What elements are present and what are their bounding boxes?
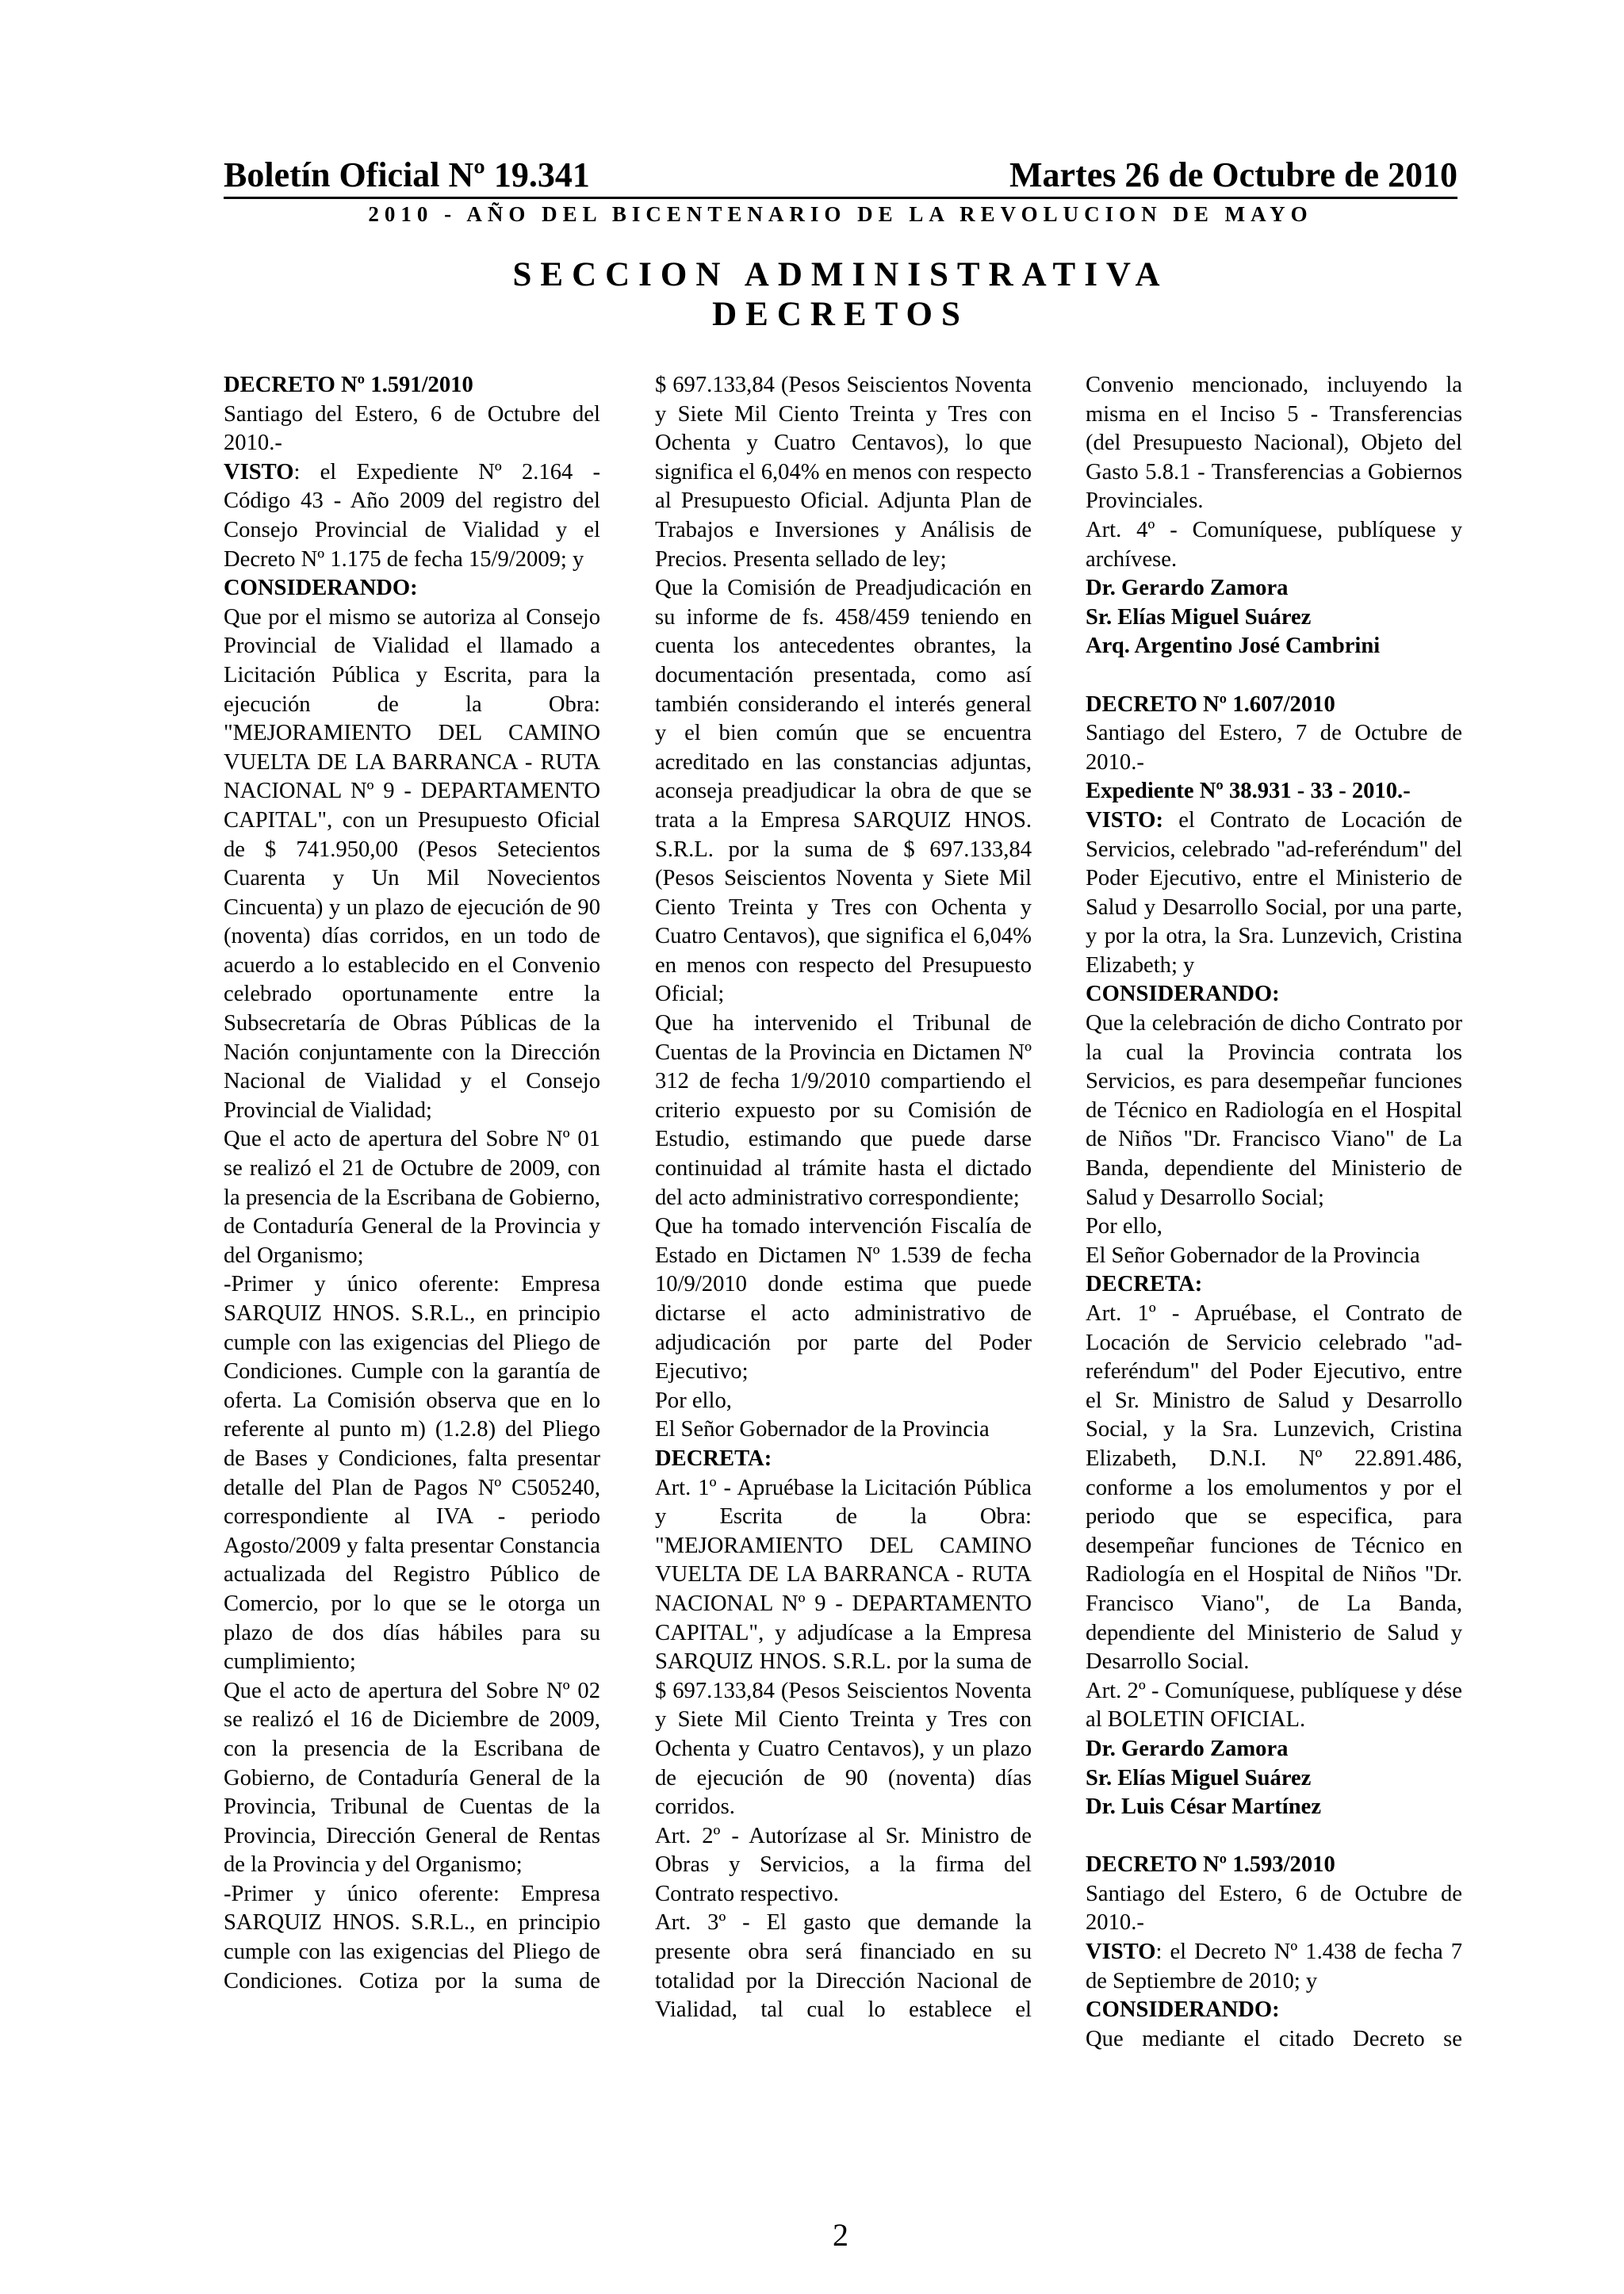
bold-line: DECRETA: (655, 1446, 772, 1471)
bulletin-page (224, 155, 1462, 2265)
paragraph: Que el acto de apertura del Sobre Nº 02 se realizó el 16 de Diciembre de 2009, con la presencia de la Escribana de Gobierno, de Contaduría General de la Provincia, Tribunal de Cuentas de la Provincia, Dirección General de Rentas de la Provincia y del Organismo; (224, 1678, 600, 1878)
paragraph: Art. 1º - Apruébase, el Contrato de Locación de Servicio celebrado "ad-referéndum" del Poder Ejecutivo, entre el Sr. Ministro de Salud y Desarrollo Social, y la Sra. Lunzevich, Cristina Elizabeth, D.N.I. Nº 22.891.486, conforme a los emolumentos y por el periodo que se especifica, para desempeñar funciones de Técnico en Radiología en el Hospital de Niños "Dr. Francisco Viano", de La Banda, dependiente del Ministerio de Salud y Desarrollo Social. (1086, 1301, 1462, 1675)
bold-line: Arq. Argentino José Cambrini (1086, 634, 1381, 659)
paragraph: Por ello, (655, 1388, 732, 1413)
paragraph: Que la Comisión de Preadjudicación en su informe de fs. 458/459 teniendo en cuenta los antecedentes obrantes, la documentación presentada, como así también considerando el interés general y el bien común que se encuentra acreditado en las constancias adjuntas, aconseja preadjudicar la obra de que se trata a la Empresa SARQUIZ HNOS. S.R.L. por la suma de $ 697.133,84 (Pesos Seiscientos Noventa y Siete Mil Ciento Treinta y Tres con Ochenta y Cuatro Centavos), que significa el 6,04% en menos con respecto del Presupuesto Oficial; (655, 576, 1032, 1007)
section-subtitle: DECRETOS (712, 296, 969, 333)
issue-date: Martes 26 de Octubre de 2010 (1009, 155, 1457, 194)
bold-line: Sr. Elías Miguel Suárez (1086, 604, 1312, 630)
bold-line: DECRETO Nº 1.607/2010 (1086, 691, 1335, 717)
paragraph: Art. 2º - Autorízase al Sr. Ministro de Obras y Servicios, a la firma del Contrato respectivo. (655, 1823, 1032, 1906)
paragraph: $ 697.133,84 (Pesos Seiscientos Noventa y Siete Mil Ciento Treinta y Tres con Ochenta y Cuatro Centavos), lo que significa el 6,04% en menos con respecto al Presupuesto Oficial. Adjunta Plan de Trabajos e Inversiones y Análisis de Precios. Presenta sellado de ley; (655, 373, 1032, 572)
paragraph: Santiago del Estero, 7 de Octubre de 2010.- (1086, 721, 1462, 775)
bold-line: Dr. Gerardo Zamora (1086, 1736, 1289, 1761)
paragraph: El Señor Gobernador de la Provincia (655, 1417, 990, 1442)
paragraph: El Señor Gobernador de la Provincia (1086, 1243, 1420, 1268)
bold-line: DECRETO Nº 1.591/2010 (224, 373, 473, 397)
bold-line: Dr. Gerardo Zamora (1086, 576, 1289, 601)
bold-line: CONSIDERANDO: (1086, 982, 1280, 1007)
label: VISTO: (1086, 807, 1163, 833)
section-title: SECCION ADMINISTRATIVA (512, 256, 1169, 293)
bold-line: DECRETO Nº 1.593/2010 (1086, 1852, 1335, 1878)
page-number: 2 (833, 2217, 848, 2253)
bold-line: CONSIDERANDO: (1086, 1997, 1280, 2023)
label: VISTO (224, 459, 294, 484)
paragraph: Que mediante el citado Decreto se (1086, 2026, 1462, 2051)
text-column-1 (224, 371, 600, 1996)
paragraph: Santiago del Estero, 6 de Octubre de 2010.- (1086, 1881, 1462, 1936)
bold-line: Dr. Luis César Martínez (1086, 1794, 1322, 1820)
header-bar (224, 155, 1457, 199)
paragraph: Que el acto de apertura del Sobre Nº 01 se realizó el 21 de Octubre de 2009, con la presencia de la Escribana de Gobierno, de Contaduría General de la Provincia y del Organismo; (224, 1127, 600, 1268)
paragraph (224, 458, 600, 574)
bulletin-title: Boletín Oficial Nº 19.341 (224, 155, 590, 194)
bold-line: CONSIDERANDO: (224, 576, 418, 601)
label: VISTO (1086, 1940, 1156, 1965)
paragraph: Que ha tomado intervención Fiscalía de Estado en Dictamen Nº 1.539 de fecha 10/9/2010 donde estima que puede dictarse el acto administrativo de adjudicación por parte del Poder Ejecutivo; (655, 1214, 1032, 1384)
paragraph: -Primer y único oferente: Empresa SARQUIZ HNOS. S.R.L., en principio cumple con las exigencias del Pliego de Condiciones. Cumple con la garantía de oferta. La Comisión observa que en lo referente al punto m) (1.2.8) del Pliego de Bases y Condiciones, falta presentar detalle del Plan de Pagos Nº C505240, correspondiente al IVA - periodo Agosto/2009 y falta presentar Constancia actualizada del Registro Público de Comercio, por lo que se le otorga un plazo de dos días hábiles para su cumplimiento; (224, 1272, 600, 1675)
bold-line: Expediente Nº 38.931 - 33 - 2010.- (1086, 779, 1411, 804)
paragraph (1086, 806, 1462, 981)
paragraph: Que la celebración de dicho Contrato por la cual la Provincia contrata los Servicios, es para desempeñar funciones de Técnico en Radiología en el Hospital de Niños "Dr. Francisco Viano" de La Banda, dependiente del Ministerio de Salud y Desarrollo Social; (1086, 1011, 1462, 1210)
paragraph: Art. 1º - Apruébase la Licitación Pública y Escrita de la Obra: "MEJORAMIENTO DEL CAMINO VUELTA DE LA BARRANCA - RUTA NACIONAL Nº 9 - DEPARTAMENTO CAPITAL", y adjudícase a la Empresa SARQUIZ HNOS. S.R.L. por la suma de $ 697.133,84 (Pesos Seiscientos Noventa y Siete Mil Ciento Treinta y Tres con Ochenta y Cuatro Centavos), y un plazo de ejecución de 90 (noventa) días corridos. (655, 1475, 1032, 1820)
bold-line: DECRETA: (1086, 1272, 1203, 1297)
paragraph: Que ha intervenido el Tribunal de Cuentas de la Provincia en Dictamen Nº 312 de fecha 1/9/2010 compartiendo el criterio expuesto por su Comisión de Estudio, estimando que puede darse continuidad al trámite hasta el dictado del acto administrativo correspondiente; (655, 1011, 1032, 1210)
paragraph: Convenio mencionado, incluyendo la misma en el Inciso 5 - Transferencias (del Presupuesto Nacional), Objeto del Gasto 5.8.1 - Transferencias a Gobiernos Provinciales. (1086, 373, 1462, 514)
paragraph: Art. 3º - El gasto que demande la presente obra será financiado en su totalidad por la Dirección Nacional de Vialidad, tal cual lo establece el (655, 1910, 1032, 2023)
year-motto: 2010 - AÑO DEL BICENTENARIO DE LA REVOLUCION DE MAYO (368, 202, 1313, 226)
paragraph-text: el Contrato de Locación de Servicios, celebrado "ad-referéndum" del Poder Ejecutivo, entre el Ministerio de Salud y Desarrollo Social, por una parte, y por la otra, la Sra. Lunzevich, Cristina Elizabeth; y (1086, 807, 1462, 978)
text-column-3 (1086, 371, 1462, 2054)
paragraph-text: : el Decreto Nº 1.438 de fecha 7 de Septiembre de 2010; y (1086, 1940, 1462, 1993)
text-column-2 (655, 371, 1032, 2025)
paragraph: Santiago del Estero, 6 de Octubre del 2010.- (224, 401, 600, 456)
paragraph-text: : el Expediente Nº 2.164 - Código 43 - Año 2009 del registro del Consejo Provincial de Vialidad y el Decreto Nº 1.175 de fecha 15/9/2009; y (224, 459, 600, 572)
paragraph: Art. 4º - Comuníquese, publíquese y archívese. (1086, 517, 1462, 572)
paragraph: Art. 2º - Comuníquese, publíquese y dése al BOLETIN OFICIAL. (1086, 1678, 1462, 1733)
paragraph (1086, 1938, 1462, 1996)
paragraph: -Primer y único oferente: Empresa SARQUIZ HNOS. S.R.L., en principio cumple con las exigencias del Pliego de Condiciones. Cotiza por la suma de (224, 1881, 600, 1993)
paragraph: Que por el mismo se autoriza al Consejo Provincial de Vialidad el llamado a Licitación Pública y Escrita, para la ejecución de la Obra: "MEJORAMIENTO DEL CAMINO VUELTA DE LA BARRANCA - RUTA NACIONAL Nº 9 - DEPARTAMENTO CAPITAL", con un Presupuesto Oficial de $ 741.950,00 (Pesos Setecientos Cuarenta y Un Mil Novecientos Cincuenta) y un plazo de ejecución de 90 (noventa) días corridos, en un todo de acuerdo a lo establecido en el Convenio celebrado oportunamente entre la Subsecretaría de Obras Públicas de la Nación conjuntamente con la Dirección Nacional de Vialidad y el Consejo Provincial de Vialidad; (224, 604, 600, 1123)
paragraph: Por ello, (1086, 1214, 1162, 1239)
bold-line: Sr. Elías Miguel Suárez (1086, 1765, 1312, 1790)
